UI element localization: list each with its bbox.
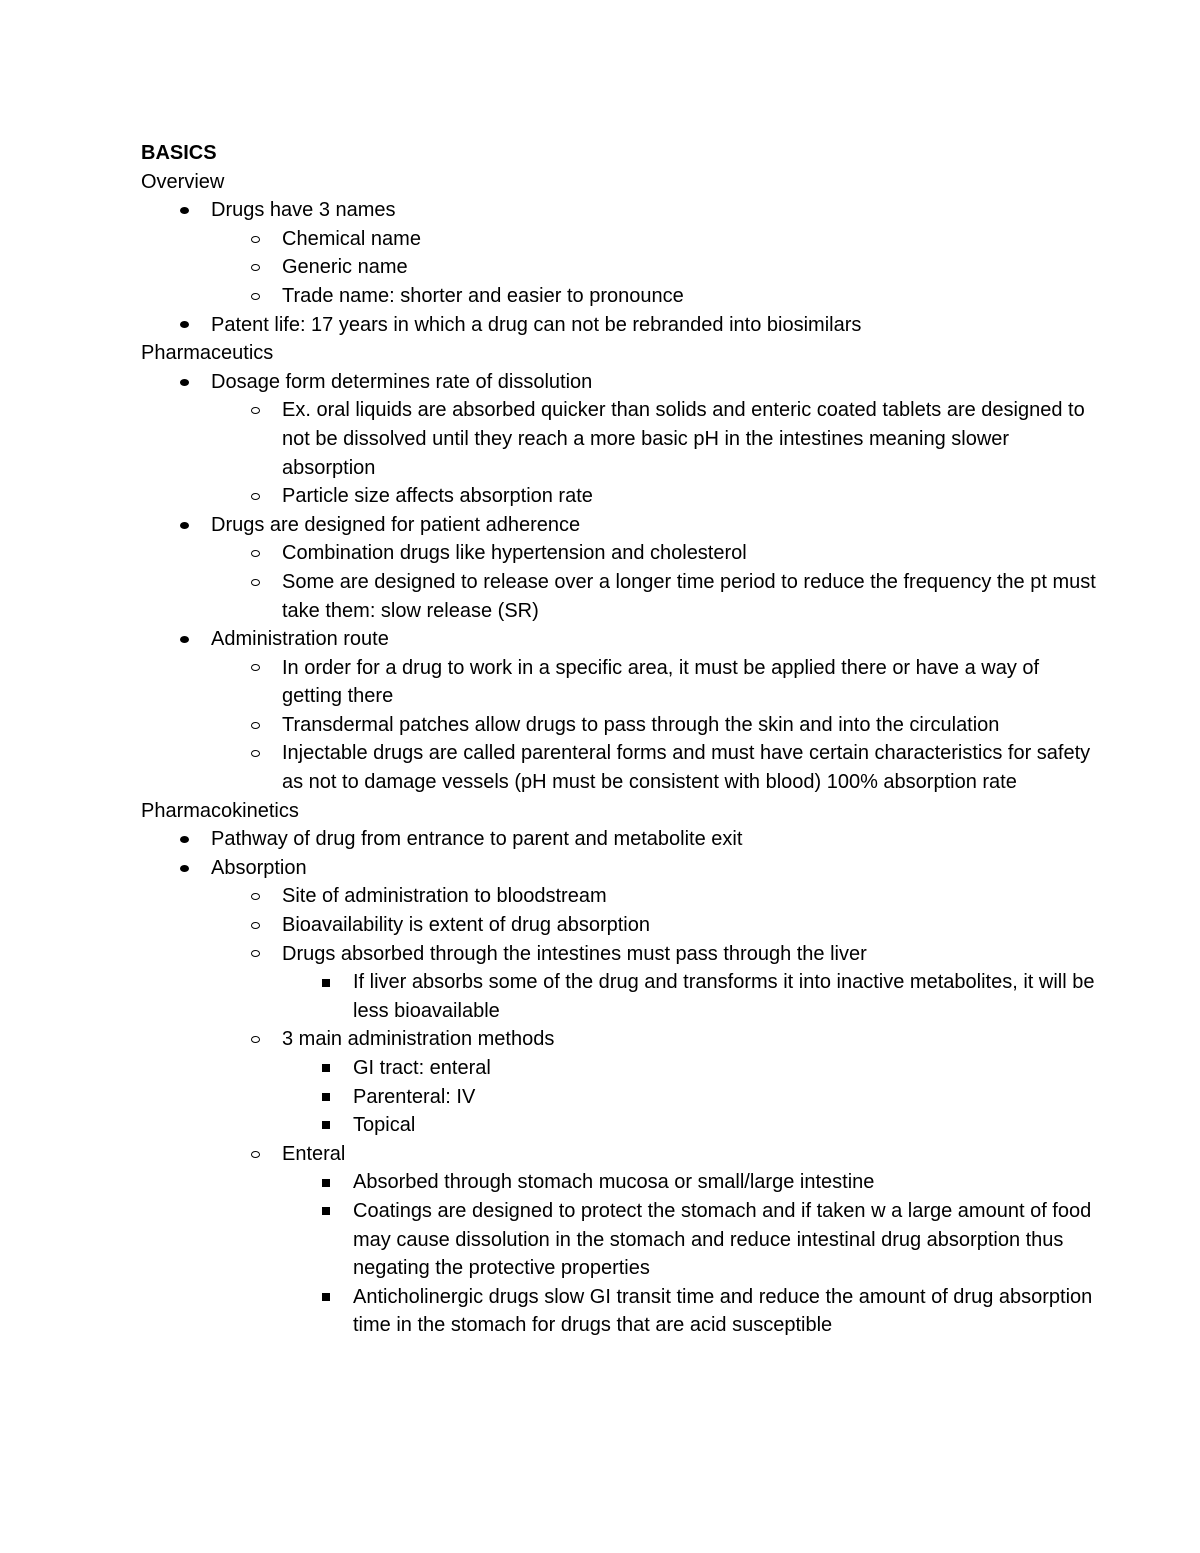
list-item-level-2 [141, 940, 1101, 969]
hollow-circle-bullet-icon [248, 482, 262, 511]
list-item-level-2 [141, 282, 1101, 311]
hollow-circle-bullet-icon [248, 225, 262, 254]
hollow-circle-bullet-icon [248, 711, 262, 740]
list-item-text: Particle size affects absorption rate [282, 485, 593, 508]
list-item-level-2 [141, 396, 1101, 482]
list-item-level-1 [141, 825, 1101, 854]
list-item-text: Injectable drugs are called parenteral forms and must have certain characteristics for safety as not to damage vessels (pH must be consistent with blood) 100% absorption rate [282, 742, 1091, 794]
hollow-circle-bullet-icon [248, 539, 262, 568]
list-item-text: Topical [353, 1114, 416, 1137]
list-item-text: Combination drugs like hypertension and cholesterol [282, 542, 747, 565]
hollow-circle-bullet-icon [248, 253, 262, 282]
list-item-level-3 [141, 968, 1101, 1025]
filled-circle-bullet-icon [177, 511, 191, 540]
list-item-text: Coatings are designed to protect the stomach and if taken w a large amount of food may cause dissolution in the stomach and reduce intestinal drug absorption thus negating the protective properties [353, 1199, 1092, 1280]
list-item-level-2 [141, 1140, 1101, 1169]
list-item-level-2 [141, 911, 1101, 940]
list-item-text: GI tract: enteral [353, 1057, 491, 1079]
section-title: Pharmacokinetics [141, 799, 299, 822]
hollow-circle-bullet-icon [248, 739, 262, 768]
list-item-level-3 [141, 1054, 1101, 1083]
list-item-text: Patent life: 17 years in which a drug can not be rebranded into biosimilars [211, 313, 862, 336]
list-item-text: Site of administration to bloodstream [282, 885, 607, 908]
filled-circle-bullet-icon [177, 825, 191, 854]
list-item-text: Administration route [211, 628, 389, 651]
list-item-level-2 [141, 482, 1101, 511]
list-item-text: Dosage form determines rate of dissolution [211, 370, 593, 393]
list-item-text: Transdermal patches allow drugs to pass through the skin and into the circulation [282, 713, 1000, 736]
list-item-level-3 [141, 1111, 1101, 1140]
page-heading: BASICS [141, 142, 217, 164]
list-item-level-1 [141, 196, 1101, 225]
list-item-text: Pathway of drug from entrance to parent and metabolite exit [211, 828, 743, 851]
list-item-text: Drugs have 3 names [211, 199, 396, 222]
square-bullet-icon [319, 968, 333, 997]
list-item-text: Chemical name [282, 227, 421, 250]
list-item-level-1 [141, 368, 1101, 397]
list-item-text: Bioavailability is extent of drug absorption [282, 914, 650, 937]
list-item-text: Some are designed to release over a longer time period to reduce the frequency the pt must take them: slow release (SR) [282, 570, 1096, 622]
square-bullet-icon [319, 1054, 333, 1083]
list-item-level-3 [141, 1283, 1101, 1340]
list-item-level-2 [141, 711, 1101, 740]
list-item-level-2 [141, 739, 1101, 796]
filled-circle-bullet-icon [177, 368, 191, 397]
list-item-level-1 [141, 311, 1101, 340]
list-item-text: Drugs are designed for patient adherence [211, 513, 581, 536]
list-item-level-2 [141, 539, 1101, 568]
hollow-circle-bullet-icon [248, 911, 262, 940]
hollow-circle-bullet-icon [248, 396, 262, 425]
filled-circle-bullet-icon [177, 854, 191, 883]
list-item-level-1 [141, 511, 1101, 540]
list-item-text: Enteral [282, 1142, 346, 1165]
hollow-circle-bullet-icon [248, 1025, 262, 1054]
document-body [141, 139, 1101, 1340]
hollow-circle-bullet-icon [248, 282, 262, 311]
square-bullet-icon [319, 1111, 333, 1140]
section-title: Overview [141, 170, 225, 193]
list-item-text: If liver absorbs some of the drug and transforms it into inactive metabolites, it will be less bioavailable [353, 971, 1095, 1022]
square-bullet-icon [319, 1083, 333, 1112]
filled-circle-bullet-icon [177, 311, 191, 340]
list-item-level-2 [141, 882, 1101, 911]
list-item-level-3 [141, 1083, 1101, 1112]
filled-circle-bullet-icon [177, 196, 191, 225]
section-title: Pharmaceutics [141, 342, 274, 365]
list-item-text: In order for a drug to work in a specific area, it must be applied there or have a way of getting there [282, 656, 1040, 708]
hollow-circle-bullet-icon [248, 1140, 262, 1169]
square-bullet-icon [319, 1168, 333, 1197]
list-item-text: Parenteral: IV [353, 1085, 476, 1108]
filled-circle-bullet-icon [177, 625, 191, 654]
list-item-level-2 [141, 568, 1101, 625]
square-bullet-icon [319, 1283, 333, 1312]
list-item-text: Ex. oral liquids are absorbed quicker than solids and enteric coated tablets are designed to not be dissolved until they reach a more basic pH in the intestines meaning slower absorption [282, 399, 1085, 479]
hollow-circle-bullet-icon [248, 882, 262, 911]
list-item-level-2 [141, 253, 1101, 282]
hollow-circle-bullet-icon [248, 654, 262, 683]
list-item-text: 3 main administration methods [282, 1028, 555, 1051]
list-item-level-2 [141, 654, 1101, 711]
list-item-level-3 [141, 1197, 1101, 1283]
list-item-level-2 [141, 1025, 1101, 1054]
list-item-text: Absorbed through stomach mucosa or small/large intestine [353, 1171, 875, 1194]
list-item-text: Anticholinergic drugs slow GI transit time and reduce the amount of drug absorption time in the stomach for drugs that are acid susceptible [353, 1285, 1093, 1337]
list-item-text: Generic name [282, 256, 408, 279]
list-item-level-1 [141, 625, 1101, 654]
hollow-circle-bullet-icon [248, 568, 262, 597]
list-item-text: Absorption [211, 856, 307, 879]
list-item-level-1 [141, 854, 1101, 883]
list-item-text: Drugs absorbed through the intestines must pass through the liver [282, 942, 867, 965]
hollow-circle-bullet-icon [248, 940, 262, 969]
list-item-text: Trade name: shorter and easier to pronounce [282, 284, 684, 307]
square-bullet-icon [319, 1197, 333, 1226]
list-item-level-2 [141, 225, 1101, 254]
list-item-level-3 [141, 1168, 1101, 1197]
